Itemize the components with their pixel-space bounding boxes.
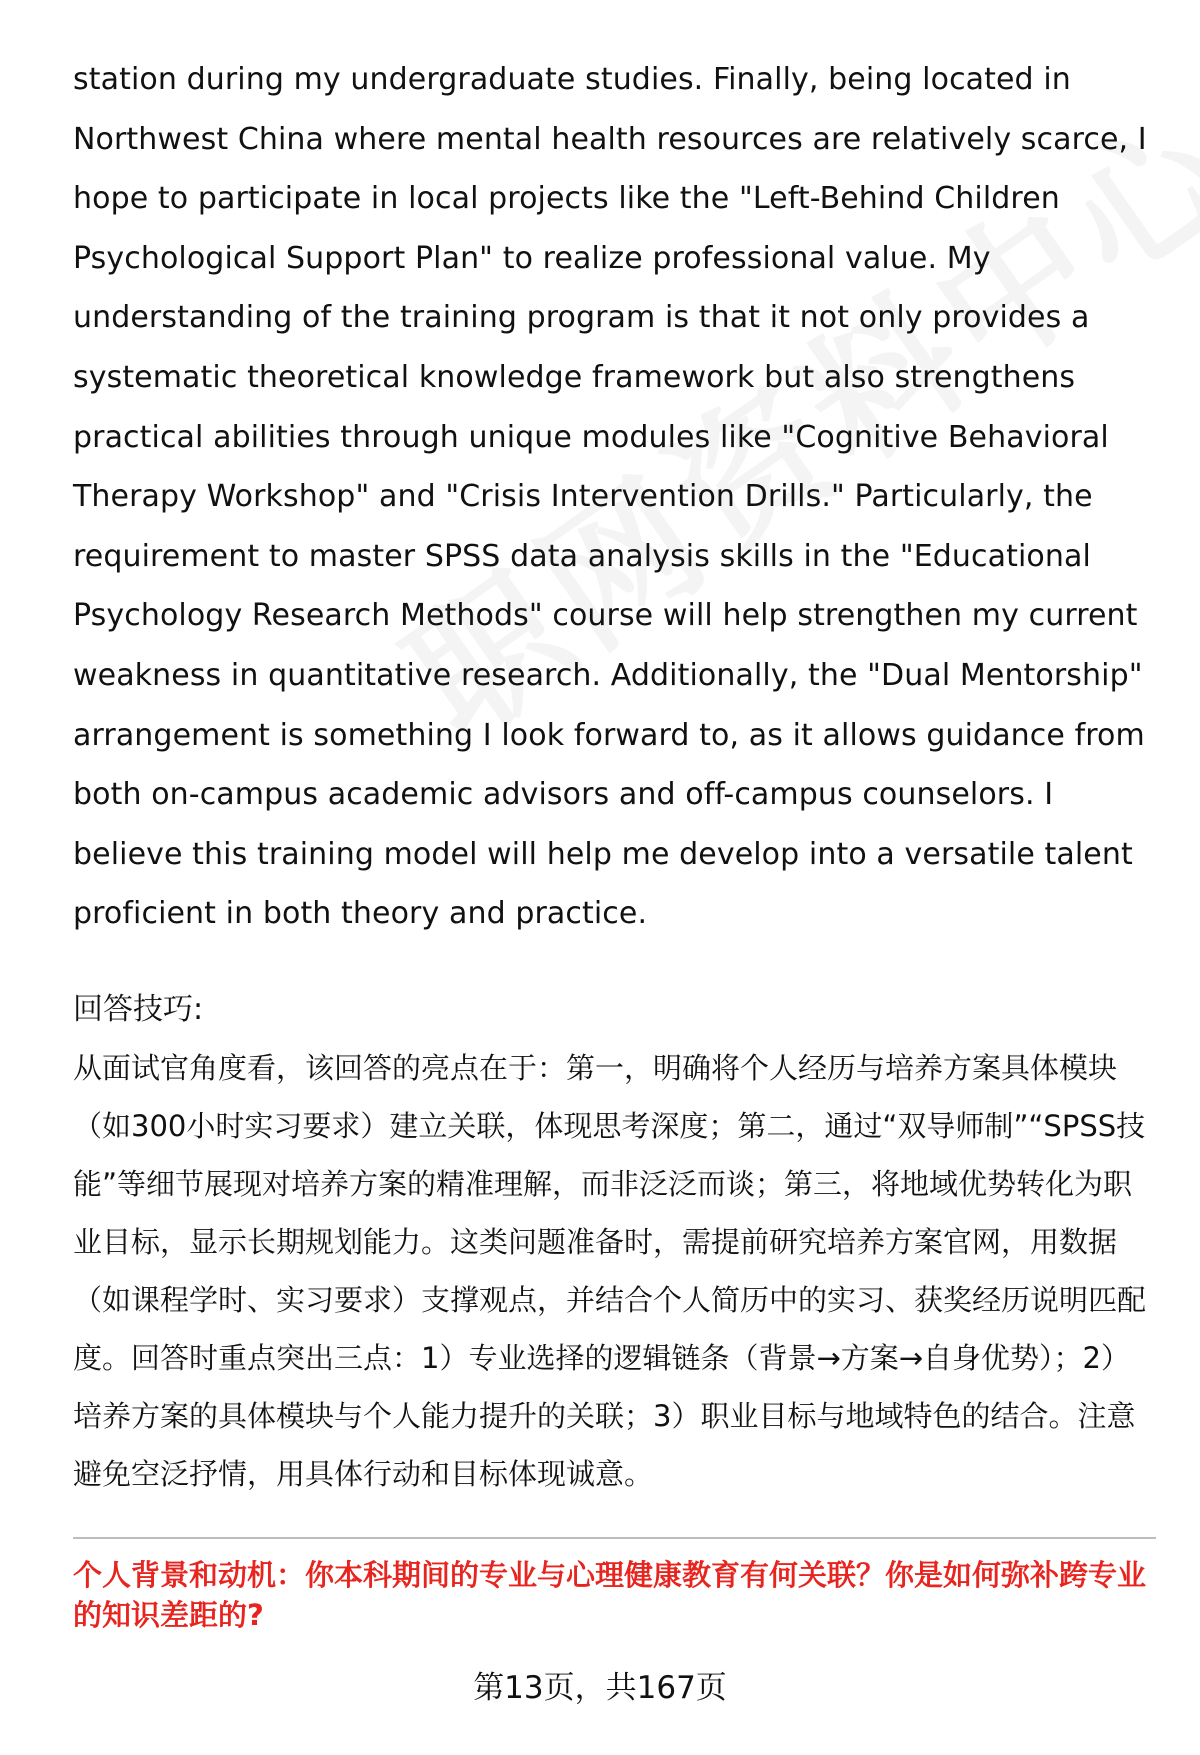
- answer-paragraph: station during my undergraduate studies. Finally, being located in Northwest China where mental health resources are relatively scarce, I hope to participate in local projects like the "Left-Behind Children Psychological Support Plan" to realize professional value. My understanding of the training program is that it not only provides a systematic theoretical knowledge framework but also strengthens practical abilities through unique modules like "Cognitive Behavioral Therapy Workshop" and "Crisis Intervention Drills." Particularly, the requirement to master SPSS data analysis skills in the "Educational Psychology Research Methods" course will help strengthen my current weakness in quantitative research. Additionally, the "Dual Mentorship" arrangement is something I look forward to, as it allows guidance from both on-campus academic advisors and off-campus counselors. I believe this training model will help me develop into a versatile talent proficient in both theory and practice.: [73, 62, 1147, 932]
- page-content: [73, 50, 1153, 1635]
- next-question-heading: 个人背景和动机：你本科期间的专业与心理健康教育有何关联？你是如何弥补跨专业的知识差距的?: [73, 1557, 1147, 1632]
- tips-label: 回答技巧:: [73, 991, 204, 1027]
- section-divider: [73, 1537, 1156, 1539]
- page-number-footer: 第13页，共167页: [473, 1670, 727, 1706]
- tips-paragraph: 从面试官角度看，该回答的亮点在于：第一，明确将个人经历与培养方案具体模块（如300小时实习要求）建立关联，体现思考深度；第二，通过“双导师制”“SPSS技能”等细节展现对培养方案的精准理解，而非泛泛而谈；第三，将地域优势转化为职业目标，显示长期规划能力。这类问题准备时，需提前研究培养方案官网，用数据（如课程学时、实习要求）支撑观点，并结合个人简历中的实习、获奖经历说明匹配度。回答时重点突出三点：1）专业选择的逻辑链条（背景→方案→自身优势）；2）培养方案的具体模块与个人能力提升的关联；3）职业目标与地域特色的结合。注意避免空泛抒情，用具体行动和目标体现诚意。: [73, 1050, 1147, 1491]
